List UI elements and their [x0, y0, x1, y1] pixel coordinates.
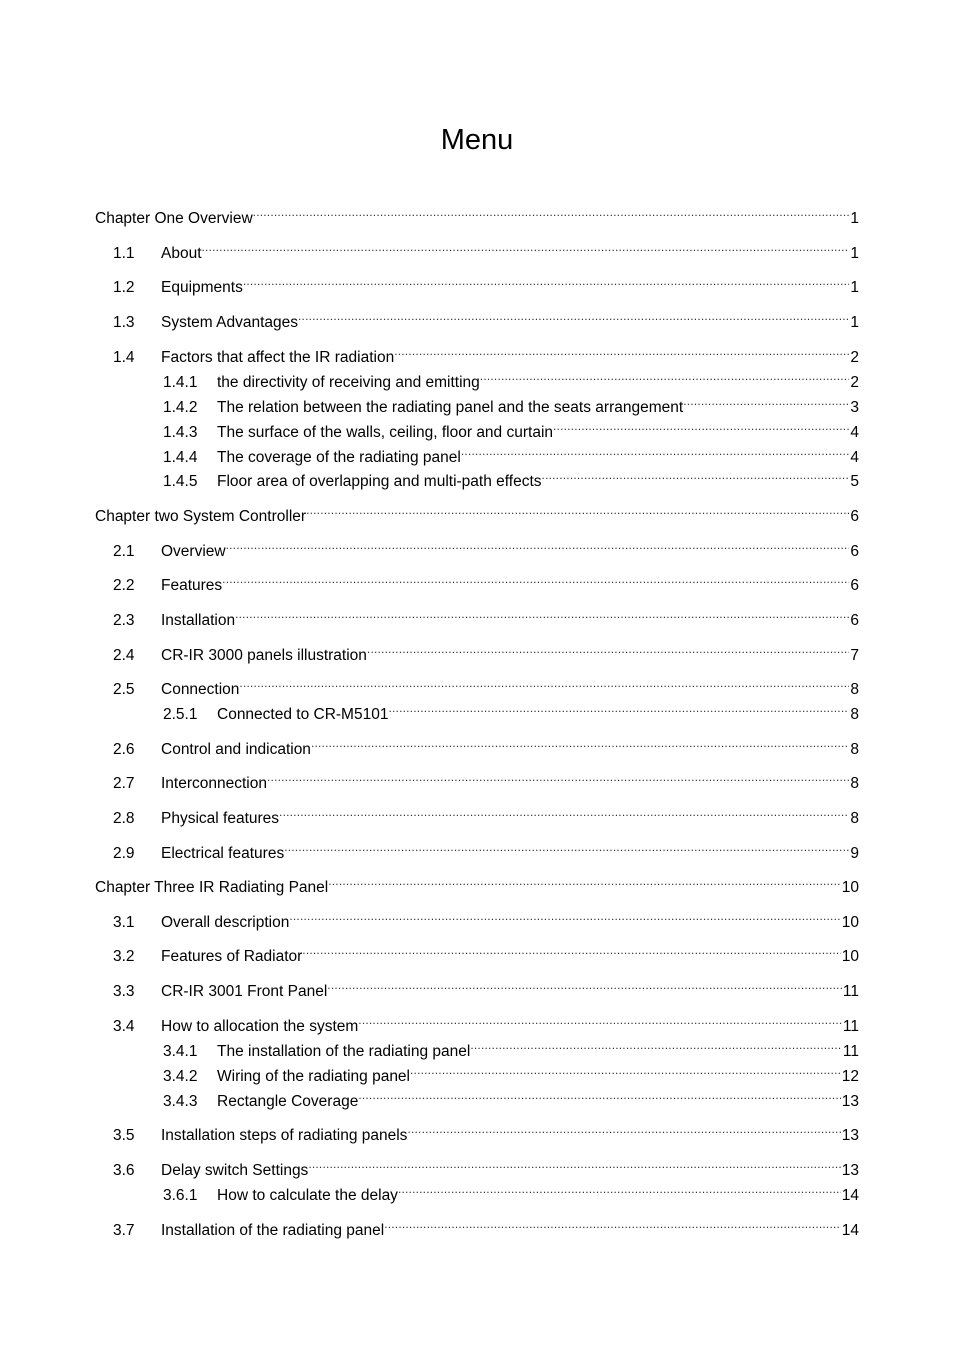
- toc-entry-number: 2.8: [113, 810, 135, 827]
- toc-entry-page: 8: [850, 741, 859, 758]
- dot-leader: [253, 201, 850, 223]
- toc-entry[interactable]: [113, 801, 859, 827]
- dot-leader: [542, 464, 850, 486]
- page-title: Menu: [440, 124, 514, 156]
- dot-leader: [239, 672, 849, 694]
- toc-entry-label: Chapter One Overview: [95, 210, 253, 227]
- toc-entry-label: CR-IR 3001 Front Panel: [161, 983, 328, 1000]
- toc-entry-label: Connection: [161, 681, 240, 698]
- toc-entry[interactable]: [163, 697, 859, 723]
- toc-entry[interactable]: [113, 305, 859, 331]
- dot-leader: [308, 1153, 840, 1175]
- toc-entry-label: The surface of the walls, ceiling, floor and curtain: [217, 424, 554, 441]
- dot-leader: [388, 697, 849, 719]
- toc-entry[interactable]: [113, 1213, 859, 1239]
- toc-entry[interactable]: [163, 1059, 859, 1085]
- toc-entry-page: 9: [850, 845, 859, 862]
- toc-entry-number: 2.7: [113, 775, 135, 792]
- dot-leader: [407, 1118, 840, 1140]
- dot-leader: [410, 1059, 841, 1081]
- toc-entry-number: 1.4.5: [163, 473, 198, 490]
- toc-entry-page: 2: [850, 349, 859, 366]
- toc-entry-label: Installation of the radiating panel: [161, 1222, 385, 1239]
- toc-entry[interactable]: [113, 534, 859, 560]
- toc-entry-page: 13: [841, 1093, 859, 1110]
- toc-entry[interactable]: [113, 1153, 859, 1179]
- toc-entry-number: 1.1: [113, 245, 135, 262]
- toc-entry[interactable]: [113, 672, 859, 698]
- toc-entry-number: 2.5: [113, 681, 135, 698]
- toc-entry-page: 11: [842, 1018, 859, 1035]
- toc-entry-number: 1.4.3: [163, 424, 198, 441]
- toc-entry-number: 3.1: [113, 914, 135, 931]
- toc-entry-page: 14: [841, 1187, 859, 1204]
- toc-entry-label: Physical features: [161, 810, 280, 827]
- toc-entry-page: 10: [841, 914, 859, 931]
- toc-entry-label: Features: [161, 577, 223, 594]
- dot-leader: [327, 974, 842, 996]
- dot-leader: [683, 390, 849, 412]
- toc-entry-number: 2.9: [113, 845, 135, 862]
- toc-entry-label: Delay switch Settings: [161, 1162, 309, 1179]
- toc-entry-page: 6: [850, 577, 859, 594]
- toc-entry[interactable]: [113, 638, 859, 664]
- toc-entry-page: 6: [850, 543, 859, 560]
- toc-entry[interactable]: [113, 974, 859, 1000]
- toc-entry-page: 14: [841, 1222, 859, 1239]
- toc-entry-label: Installation steps of radiating panels: [161, 1127, 408, 1144]
- toc-entry-label: Chapter Three IR Radiating Panel: [95, 879, 329, 896]
- toc-entry[interactable]: [95, 201, 859, 227]
- toc-entry-label: Control and indication: [161, 741, 311, 758]
- toc-entry-page: 13: [841, 1127, 859, 1144]
- toc-entry-label: Floor area of overlapping and multi-path effects: [217, 473, 542, 490]
- toc-entry-label: CR-IR 3000 panels illustration: [161, 647, 367, 664]
- toc-entry-number: 3.4: [113, 1018, 135, 1035]
- toc-entry-number: 2.1: [113, 543, 135, 560]
- toc-entry[interactable]: [113, 340, 859, 366]
- toc-entry-page: 5: [850, 473, 859, 490]
- toc-entry-label: Overview: [161, 543, 226, 560]
- toc-entry-page: 10: [841, 879, 859, 896]
- toc-entry-number: 3.5: [113, 1127, 135, 1144]
- toc-entry-page: 1: [850, 314, 859, 331]
- dot-leader: [398, 1178, 841, 1200]
- dot-leader: [302, 939, 840, 961]
- toc-entry-number: 3.4.1: [163, 1043, 198, 1060]
- toc-entry[interactable]: [113, 766, 859, 792]
- toc-entry-page: 11: [842, 983, 859, 1000]
- toc-entry-page: 6: [850, 508, 859, 525]
- dot-leader: [222, 568, 849, 590]
- toc-entry-page: 11: [842, 1043, 859, 1060]
- toc-entry-page: 4: [850, 449, 859, 466]
- dot-leader: [279, 801, 849, 823]
- toc-entry[interactable]: [113, 1118, 859, 1144]
- toc-entry-number: 1.4.4: [163, 449, 198, 466]
- toc-entry-number: 1.2: [113, 279, 135, 296]
- toc-entry-label: The relation between the radiating panel and the seats arrangement: [217, 399, 684, 416]
- toc-entry[interactable]: [113, 270, 859, 296]
- toc-entry-page: 6: [850, 612, 859, 629]
- dot-leader: [367, 638, 849, 660]
- dot-leader: [284, 836, 849, 858]
- toc-entry-number: 2.3: [113, 612, 135, 629]
- dot-leader: [480, 365, 850, 387]
- toc-entry[interactable]: [163, 1178, 859, 1204]
- toc-entry-number: 2.5.1: [163, 706, 198, 723]
- dot-leader: [267, 766, 849, 788]
- toc-entry-page: 13: [841, 1162, 859, 1179]
- toc-entry[interactable]: [163, 440, 859, 466]
- toc-entry[interactable]: [113, 568, 859, 594]
- toc-entry-label: The installation of the radiating panel: [217, 1043, 471, 1060]
- toc-entry-page: 8: [850, 681, 859, 698]
- dot-leader: [289, 905, 840, 927]
- toc-entry-label: Features of Radiator: [161, 948, 303, 965]
- toc-entry-page: 8: [850, 775, 859, 792]
- dot-leader: [311, 732, 849, 754]
- toc-entry-number: 3.6.1: [163, 1187, 198, 1204]
- toc-entry-label: Wiring of the radiating panel: [217, 1068, 411, 1085]
- toc-entry-label: How to calculate the delay: [217, 1187, 398, 1204]
- toc-entry[interactable]: [163, 415, 859, 441]
- toc-entry-number: 1.3: [113, 314, 135, 331]
- toc-entry-page: 8: [850, 810, 859, 827]
- dot-leader: [358, 1009, 842, 1031]
- dot-leader: [243, 270, 850, 292]
- toc-entry-number: 3.3: [113, 983, 135, 1000]
- toc-entry-label: Overall description: [161, 914, 290, 931]
- dot-leader: [202, 236, 850, 258]
- dot-leader: [394, 340, 849, 362]
- toc-entry-number: 3.4.2: [163, 1068, 198, 1085]
- toc-entry-label: Electrical features: [161, 845, 285, 862]
- dot-leader: [358, 1084, 840, 1106]
- toc-entry-number: 3.6: [113, 1162, 135, 1179]
- toc-entry-label: Interconnection: [161, 775, 267, 792]
- toc-entry[interactable]: [113, 1009, 859, 1035]
- toc-entry-label: Installation: [161, 612, 236, 629]
- toc-entry-number: 2.6: [113, 741, 135, 758]
- dot-leader: [470, 1034, 842, 1056]
- toc-entry-label: Rectangle Coverage: [217, 1093, 359, 1110]
- toc-entry-number: 3.7: [113, 1222, 135, 1239]
- toc-entry[interactable]: [113, 236, 859, 262]
- toc-entry-page: 7: [850, 647, 859, 664]
- dot-leader: [306, 499, 849, 521]
- toc-entry[interactable]: [113, 732, 859, 758]
- toc-entry[interactable]: [95, 870, 859, 896]
- toc-entry[interactable]: [113, 905, 859, 931]
- toc-entry-label: The coverage of the radiating panel: [217, 449, 461, 466]
- dot-leader: [553, 415, 849, 437]
- toc-entry[interactable]: [95, 499, 859, 525]
- toc-entry-label: Factors that affect the IR radiation: [161, 349, 395, 366]
- toc-entry-number: 2.4: [113, 647, 135, 664]
- toc-entry-number: 1.4.1: [163, 374, 198, 391]
- toc-entry-page: 3: [850, 399, 859, 416]
- toc-entry-page: 8: [850, 706, 859, 723]
- toc-entry-page: 12: [841, 1068, 859, 1085]
- dot-leader: [384, 1213, 841, 1235]
- toc-entry[interactable]: [113, 836, 859, 862]
- toc-entry-label: Equipments: [161, 279, 243, 296]
- toc-entry[interactable]: [163, 464, 859, 490]
- toc-entry-number: 2.2: [113, 577, 135, 594]
- toc-entry[interactable]: [163, 1084, 859, 1110]
- dot-leader: [328, 870, 841, 892]
- toc-entry-page: 10: [841, 948, 859, 965]
- dot-leader: [235, 603, 849, 625]
- dot-leader: [461, 440, 850, 462]
- toc-entry-number: 3.2: [113, 948, 135, 965]
- toc-entry-label: the directivity of receiving and emitting: [217, 374, 480, 391]
- toc-entry-label: Chapter two System Controller: [95, 508, 307, 525]
- toc-entry-page: 2: [850, 374, 859, 391]
- toc-entry-page: 4: [850, 424, 859, 441]
- toc-entry-page: 1: [850, 210, 859, 227]
- toc-entry[interactable]: [113, 603, 859, 629]
- toc-entry-label: System Advantages: [161, 314, 298, 331]
- toc-entry[interactable]: [163, 390, 859, 416]
- toc-entry-label: How to allocation the system: [161, 1018, 359, 1035]
- toc-entry-number: 1.4.2: [163, 399, 198, 416]
- toc-entry[interactable]: [163, 365, 859, 391]
- toc-entry-label: Connected to CR-M5101: [217, 706, 389, 723]
- toc-entry-number: 3.4.3: [163, 1093, 198, 1110]
- toc-entry-page: 1: [850, 279, 859, 296]
- toc-entry-label: About: [161, 245, 202, 262]
- toc-entry[interactable]: [163, 1034, 859, 1060]
- dot-leader: [298, 305, 849, 327]
- dot-leader: [226, 534, 850, 556]
- toc-entry-number: 1.4: [113, 349, 135, 366]
- toc-entry-page: 1: [850, 245, 859, 262]
- toc-entry[interactable]: [113, 939, 859, 965]
